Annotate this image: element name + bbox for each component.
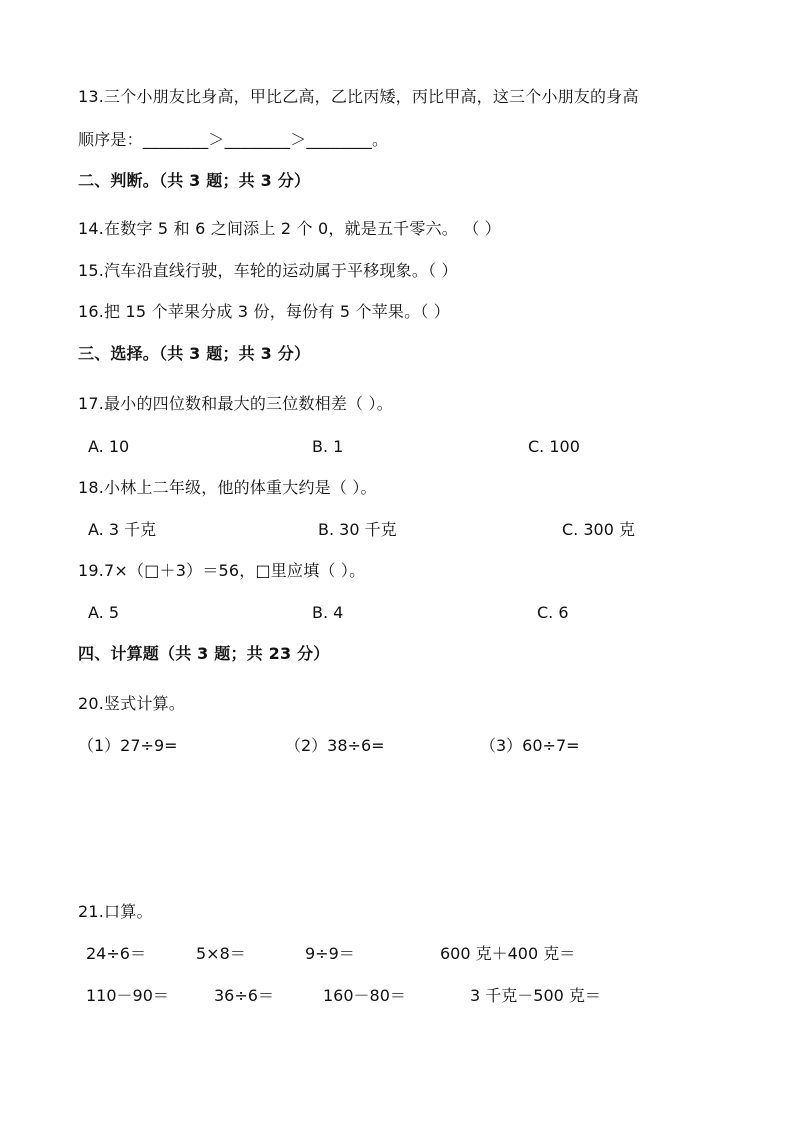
question-13-line2: 顺序是：________＞________＞________。 — [78, 130, 389, 149]
question-21-row1-item4: 600 克＋400 克＝ — [440, 944, 576, 963]
question-20-item-2: （2）38÷6= — [285, 736, 385, 755]
section-2-heading: 二、判断。（共 3 题；共 3 分） — [78, 171, 311, 190]
question-18-option-b: B. 30 千克 — [318, 520, 397, 539]
question-21-row1-item2: 5×8＝ — [196, 944, 246, 963]
section-4-heading: 四、计算题（共 3 题；共 23 分） — [78, 644, 330, 663]
question-19-option-a: A. 5 — [88, 603, 120, 622]
question-17-option-a: A. 10 — [88, 437, 130, 456]
question-20-item-1: （1）27÷9= — [78, 736, 178, 755]
question-19-option-c: C. 6 — [537, 603, 569, 622]
question-19-option-b: B. 4 — [312, 603, 344, 622]
question-18-option-a: A. 3 千克 — [88, 520, 157, 539]
question-21: 21.口算。 — [78, 902, 153, 921]
question-20: 20.竖式计算。 — [78, 694, 186, 713]
question-14: 14.在数字 5 和 6 之间添上 2 个 0，就是五千零六。 （ ） — [78, 219, 501, 238]
question-15: 15.汽车沿直线行驶，车轮的运动属于平移现象。（ ） — [78, 261, 458, 280]
question-18-option-c: C. 300 克 — [562, 520, 635, 539]
question-20-item-3: （3）60÷7= — [480, 736, 580, 755]
question-21-row1-item3: 9÷9＝ — [305, 944, 355, 963]
question-18: 18.小林上二年级，他的体重大约是（ ）。 — [78, 478, 377, 497]
question-17-option-b: B. 1 — [312, 437, 344, 456]
question-19: 19.7×（□＋3）＝56，□里应填（ ）。 — [78, 561, 366, 580]
question-21-row2-item2: 36÷6＝ — [214, 986, 274, 1005]
question-17-option-c: C. 100 — [528, 437, 580, 456]
question-21-row2-item4: 3 千克－500 克＝ — [470, 986, 601, 1005]
question-13-line1: 13.三个小朋友比身高，甲比乙高，乙比丙矮，丙比甲高，这三个小朋友的身高 — [78, 87, 639, 106]
question-17: 17.最小的四位数和最大的三位数相差（ ）。 — [78, 394, 393, 413]
question-21-row1-item1: 24÷6＝ — [86, 944, 146, 963]
question-21-row2-item1: 110－90＝ — [86, 986, 169, 1005]
section-3-heading: 三、选择。（共 3 题；共 3 分） — [78, 344, 311, 363]
question-16: 16.把 15 个苹果分成 3 份，每份有 5 个苹果。（ ） — [78, 302, 450, 321]
question-21-row2-item3: 160－80＝ — [323, 986, 406, 1005]
